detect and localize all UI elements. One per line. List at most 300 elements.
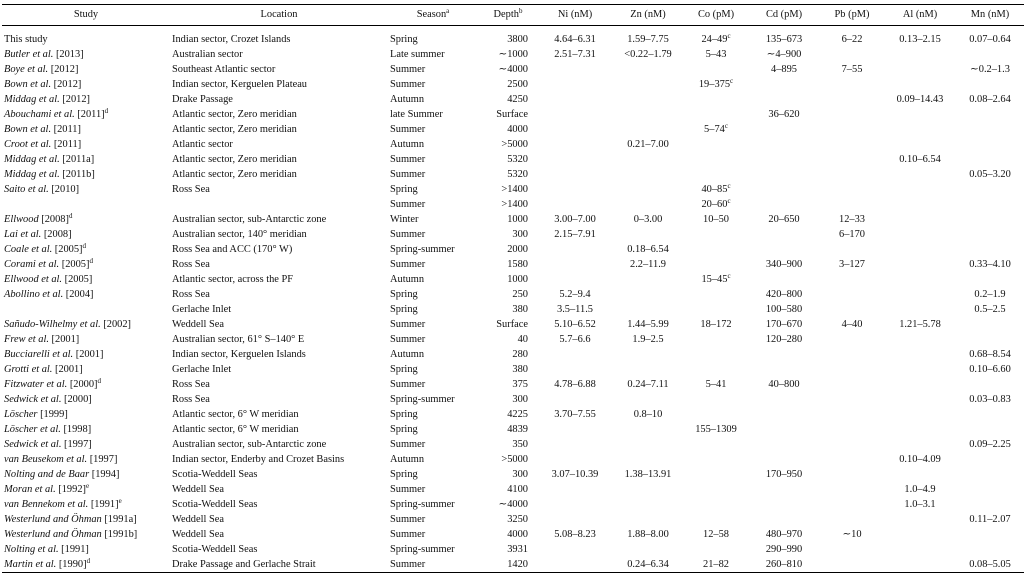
depth-cell: 300	[512, 394, 528, 405]
study-author: Grotti	[4, 364, 30, 375]
table-row	[2, 257, 1024, 272]
study-cell	[2, 467, 170, 482]
mn-cell	[956, 347, 1024, 362]
depth-cell: >5000	[501, 139, 528, 150]
mn-cell	[956, 317, 1024, 332]
location-cell: Atlantic sector, across the PF	[172, 274, 294, 285]
mn-cell	[956, 122, 1024, 137]
cd-value: 170–670	[765, 319, 803, 330]
study-year: [1991]	[88, 499, 119, 510]
zn-cell	[612, 92, 684, 107]
study-author: Abollino	[4, 289, 40, 300]
co-cell	[684, 527, 748, 542]
study-et-al: et al.	[35, 259, 60, 270]
cd-cell	[748, 257, 820, 272]
column-header-label: Location	[260, 9, 298, 20]
study-author: Bown	[4, 79, 28, 90]
depth-cell: ∼4000	[498, 64, 528, 75]
zn-cell	[612, 287, 684, 302]
mn-cell	[956, 482, 1024, 497]
depth-cell: 2000	[507, 244, 528, 255]
cd-cell	[748, 62, 820, 77]
ni-value: 4.64–6.31	[554, 34, 596, 45]
study-et-al: et al.	[29, 364, 53, 375]
season-cell: Summer	[390, 319, 426, 330]
study-et-al: et al.	[49, 349, 74, 360]
mn-cell	[956, 242, 1024, 257]
pb-cell	[820, 152, 884, 167]
location-cell: Scotia-Weddell Seas	[172, 499, 258, 510]
mn-cell	[956, 92, 1024, 107]
mn-value: 0.09–2.25	[969, 439, 1011, 450]
study-cell	[2, 152, 170, 167]
location-cell: Ross Sea	[172, 289, 210, 300]
ni-cell	[538, 557, 612, 573]
study-year: [2000]	[67, 379, 98, 390]
study-year: [2008]	[41, 229, 72, 240]
pb-cell	[820, 482, 884, 497]
mn-value: 0.05–3.20	[969, 169, 1011, 180]
depth-cell: 1000	[507, 274, 528, 285]
location-cell: Ross Sea	[172, 259, 210, 270]
al-cell	[884, 122, 956, 137]
ni-cell	[538, 107, 612, 122]
depth-cell: 250	[512, 289, 528, 300]
al-cell	[884, 62, 956, 77]
study-cell	[2, 362, 170, 377]
table-row	[2, 47, 1024, 62]
mn-value: 0.03–0.83	[969, 394, 1011, 405]
ni-cell	[538, 92, 612, 107]
ni-value: 3.07–10.39	[551, 469, 599, 480]
pb-cell	[820, 407, 884, 422]
table-row	[2, 512, 1024, 527]
zn-cell	[612, 47, 684, 62]
ni-cell	[538, 302, 612, 317]
al-cell	[884, 182, 956, 197]
table-row	[2, 182, 1024, 197]
ni-value: 5.7–6.6	[559, 334, 591, 345]
study-year: [2005]	[59, 259, 90, 270]
co-cell	[684, 452, 748, 467]
column-header	[820, 5, 884, 26]
al-value: 1.0–4.9	[904, 484, 936, 495]
pb-cell	[820, 167, 884, 182]
mn-cell	[956, 467, 1024, 482]
study-author: Croot	[4, 139, 28, 150]
season-cell: Spring	[390, 304, 418, 315]
study-cell	[2, 482, 170, 497]
study-et-al: et al.	[25, 184, 49, 195]
zn-value: <0.22–1.79	[624, 49, 672, 60]
co-cell	[684, 26, 748, 48]
al-value: 1.0–3.1	[904, 499, 936, 510]
depth-cell: 4000	[507, 529, 528, 540]
cd-cell	[748, 167, 820, 182]
zn-cell	[612, 347, 684, 362]
table-row	[2, 26, 1024, 48]
cd-cell	[748, 362, 820, 377]
study-cell	[2, 287, 170, 302]
study-et-al: et al.	[77, 319, 101, 330]
al-cell	[884, 272, 956, 287]
location-cell: Scotia-Weddell Seas	[172, 544, 258, 555]
table-row	[2, 92, 1024, 107]
zn-cell	[612, 332, 684, 347]
ni-value: 2.51–7.31	[554, 49, 596, 60]
table-row	[2, 407, 1024, 422]
co-value: 5–43	[705, 49, 727, 60]
study-year: [1991]	[58, 544, 89, 555]
location-cell: Drake Passage	[172, 94, 233, 105]
mn-cell	[956, 377, 1024, 392]
season-cell: Summer	[390, 124, 426, 135]
co-cell	[684, 152, 748, 167]
cd-cell	[748, 317, 820, 332]
study-cell	[2, 77, 170, 92]
cd-cell	[748, 392, 820, 407]
mn-cell	[956, 392, 1024, 407]
study-author: Sedwick	[4, 394, 39, 405]
depth-cell: Surface	[496, 319, 528, 330]
al-cell	[884, 242, 956, 257]
column-header	[956, 5, 1024, 26]
zn-value: 0.21–7.00	[627, 139, 669, 150]
al-cell	[884, 92, 956, 107]
ni-cell	[538, 47, 612, 62]
column-header	[684, 5, 748, 26]
cd-cell	[748, 557, 820, 573]
al-cell	[884, 512, 956, 527]
season-cell: Summer	[390, 169, 426, 180]
study-year: [1992]	[55, 484, 86, 495]
table-row	[2, 152, 1024, 167]
study-author: van Beusekom	[4, 454, 64, 465]
depth-cell: 1580	[507, 259, 528, 270]
pb-cell	[820, 197, 884, 212]
location-cell: Drake Passage and Gerlache Strait	[172, 559, 316, 570]
table-row	[2, 452, 1024, 467]
pb-cell	[820, 47, 884, 62]
al-cell	[884, 26, 956, 48]
study-et-al: et al.	[38, 439, 62, 450]
study-cell	[2, 227, 170, 242]
study-year: [2005]	[52, 244, 83, 255]
al-value: 0.09–14.43	[896, 94, 944, 105]
study-et-al: et al.	[36, 94, 60, 105]
study-cell	[2, 182, 170, 197]
zn-cell	[612, 257, 684, 272]
ni-cell	[538, 272, 612, 287]
pb-cell	[820, 557, 884, 573]
location-cell: Weddell Sea	[172, 319, 224, 330]
cd-value: 36–620	[768, 109, 800, 120]
co-cell	[684, 182, 748, 197]
study-author: Ellwood	[4, 214, 39, 225]
mn-value: 0.07–0.64	[969, 34, 1011, 45]
pb-value: ∼10	[842, 529, 862, 540]
co-cell	[684, 257, 748, 272]
study-cell	[2, 47, 170, 62]
zn-cell	[612, 407, 684, 422]
depth-cell: ∼1000	[498, 49, 528, 60]
co-footnote-mark: c	[724, 122, 728, 130]
ni-value: 3.00–7.00	[554, 214, 596, 225]
study-cell	[2, 542, 170, 557]
depth-cell: 380	[512, 364, 528, 375]
pb-cell	[820, 542, 884, 557]
depth-cell: 5320	[507, 154, 528, 165]
zn-cell	[612, 197, 684, 212]
location-cell: Ross Sea	[172, 394, 210, 405]
co-cell	[684, 467, 748, 482]
location-cell: Atlantic sector	[172, 139, 233, 150]
zn-cell	[612, 152, 684, 167]
al-cell	[884, 497, 956, 512]
column-header-label: Depth	[493, 9, 519, 20]
table-row	[2, 212, 1024, 227]
pb-cell	[820, 62, 884, 77]
study-author: Westerlund and Öhman	[4, 514, 102, 525]
depth-cell: 1420	[507, 559, 528, 570]
cd-value: 480–970	[765, 529, 803, 540]
study-cell	[2, 92, 170, 107]
column-header-label: Co (pM)	[697, 9, 735, 20]
ni-value: 5.08–8.23	[554, 529, 596, 540]
table-row	[2, 137, 1024, 152]
ni-cell	[538, 242, 612, 257]
pb-cell	[820, 467, 884, 482]
al-cell	[884, 107, 956, 122]
study-cell	[2, 197, 170, 212]
study-author: Corami	[4, 259, 36, 270]
zn-cell	[612, 467, 684, 482]
ni-value: 5.10–6.52	[554, 319, 596, 330]
study-year: [1991b]	[101, 529, 138, 540]
season-cell: Spring	[390, 364, 418, 375]
season-cell: Spring-summer	[390, 394, 455, 405]
cd-cell	[748, 242, 820, 257]
study-footnote-mark: d	[86, 557, 91, 565]
mn-cell	[956, 167, 1024, 182]
zn-cell	[612, 497, 684, 512]
co-value: 19–375	[698, 79, 731, 90]
table-row	[2, 107, 1024, 122]
study-author: Middag	[4, 169, 37, 180]
column-header-label: Pb (pM)	[834, 9, 870, 20]
table-body	[2, 26, 1024, 573]
co-cell	[684, 317, 748, 332]
column-header	[538, 5, 612, 26]
co-value: 155–1309	[695, 424, 737, 435]
study-et-al: et al.	[27, 124, 52, 135]
study-et-al: et al.	[35, 544, 59, 555]
study-year: [2000]	[61, 394, 92, 405]
mn-value: 0.2–1.9	[974, 289, 1006, 300]
season-cell: Summer	[390, 64, 426, 75]
study-author: Butler	[4, 49, 30, 60]
study-year: [1997]	[87, 454, 118, 465]
ni-cell	[538, 317, 612, 332]
co-cell	[684, 302, 748, 317]
depth-cell: 300	[512, 469, 528, 480]
cd-cell	[748, 77, 820, 92]
study-cell	[2, 437, 170, 452]
depth-cell: 4100	[507, 484, 528, 495]
season-cell: Spring	[390, 184, 418, 195]
al-cell	[884, 542, 956, 557]
pb-cell	[820, 122, 884, 137]
study-et-al: et al.	[63, 454, 88, 465]
table-row	[2, 497, 1024, 512]
study-footnote-mark: d	[68, 212, 73, 220]
depth-cell: 5320	[507, 169, 528, 180]
study-year: [2002]	[100, 319, 131, 330]
zn-cell	[612, 77, 684, 92]
depth-cell: 3931	[507, 544, 528, 555]
zn-cell	[612, 362, 684, 377]
zn-value: 0.24–6.34	[627, 559, 669, 570]
ni-value: 3.70–7.55	[554, 409, 596, 420]
column-header-label: Al (nM)	[902, 9, 938, 20]
ni-cell	[538, 62, 612, 77]
study-cell	[2, 167, 170, 182]
mn-cell	[956, 107, 1024, 122]
cd-cell	[748, 197, 820, 212]
location-cell: Australian sector, 61° S–140° E	[172, 334, 305, 345]
location-cell: Atlantic sector, 6° W meridian	[172, 424, 299, 435]
location-cell: Weddell Sea	[172, 529, 224, 540]
co-cell	[684, 332, 748, 347]
co-cell	[684, 407, 748, 422]
season-cell: Summer	[390, 559, 426, 570]
location-cell	[170, 197, 388, 212]
location-cell: Atlantic sector, Zero meridian	[172, 169, 297, 180]
study-cell	[2, 347, 170, 362]
cd-cell	[748, 422, 820, 437]
season-cell: Summer	[390, 154, 426, 165]
co-cell	[684, 227, 748, 242]
pb-cell	[820, 137, 884, 152]
table-row	[2, 542, 1024, 557]
ni-cell	[538, 77, 612, 92]
study-year: [2004]	[63, 289, 94, 300]
ni-cell	[538, 122, 612, 137]
season-cell: Spring	[390, 469, 418, 480]
study-et-al: et al.	[17, 229, 42, 240]
season-cell: Summer	[390, 529, 426, 540]
ni-value: 2.15–7.91	[554, 229, 596, 240]
cd-cell	[748, 467, 820, 482]
al-value: 1.21–5.78	[899, 319, 941, 330]
zn-cell	[612, 137, 684, 152]
study-year: [2010]	[48, 184, 80, 195]
study-et-al: et al.	[27, 139, 52, 150]
mn-value: 0.68–8.54	[969, 349, 1011, 360]
location-cell: Scotia-Weddell Seas	[172, 469, 258, 480]
study-author: Coale	[4, 244, 29, 255]
co-footnote-mark: c	[730, 77, 734, 85]
location-cell: Atlantic sector, Zero meridian	[172, 109, 297, 120]
mn-cell	[956, 557, 1024, 573]
table-row	[2, 227, 1024, 242]
location-cell: Ross Sea	[172, 184, 210, 195]
study-cell	[2, 557, 170, 573]
season-cell: Autumn	[390, 349, 425, 360]
pb-cell	[820, 527, 884, 542]
mn-cell	[956, 452, 1024, 467]
location-cell: Ross Sea and ACC (170° W)	[172, 244, 293, 255]
study-author: Saito	[4, 184, 26, 195]
study-et-al: et al.	[25, 334, 49, 345]
ni-cell	[538, 227, 612, 242]
co-cell	[684, 437, 748, 452]
study-cell	[2, 332, 170, 347]
season-cell: Summer	[390, 484, 426, 495]
zn-cell	[612, 377, 684, 392]
cd-cell	[748, 92, 820, 107]
study-cell	[2, 377, 170, 392]
co-cell	[684, 482, 748, 497]
co-value: 10–50	[703, 214, 729, 225]
column-header-label: Mn (nM)	[970, 9, 1010, 20]
study-cell	[2, 137, 170, 152]
study-author: Sañudo-Wilhelmy	[4, 319, 78, 330]
location-cell: Atlantic sector, 6° W meridian	[172, 409, 299, 420]
header-row	[2, 5, 1024, 26]
depth-cell: 280	[512, 349, 528, 360]
table-row	[2, 347, 1024, 362]
location-cell: Gerlache Inlet	[172, 304, 232, 315]
co-footnote-mark: c	[727, 272, 731, 280]
season-cell: Autumn	[390, 139, 425, 150]
study-cell	[2, 452, 170, 467]
cd-value: 170–950	[765, 469, 803, 480]
season-cell: Spring-summer	[390, 499, 455, 510]
ni-cell	[538, 482, 612, 497]
zn-cell	[612, 122, 684, 137]
co-cell	[684, 242, 748, 257]
cd-cell	[748, 152, 820, 167]
zn-cell	[612, 302, 684, 317]
table-row	[2, 242, 1024, 257]
pb-value: 12–33	[839, 214, 865, 225]
pb-cell	[820, 302, 884, 317]
pb-cell	[820, 272, 884, 287]
co-value: 24–49	[701, 34, 728, 45]
pb-value: 6–170	[839, 229, 865, 240]
pb-cell	[820, 362, 884, 377]
study-year: [2011a]	[59, 154, 95, 165]
mn-cell	[956, 257, 1024, 272]
location-cell: Indian sector, Enderby and Crozet Basins	[172, 454, 345, 465]
co-cell	[684, 272, 748, 287]
cd-cell	[748, 182, 820, 197]
mn-cell	[956, 302, 1024, 317]
mn-cell	[956, 527, 1024, 542]
study-et-al: et al.	[38, 274, 63, 285]
zn-value: 0.18–6.54	[627, 244, 669, 255]
column-header	[612, 5, 684, 26]
ni-cell	[538, 452, 612, 467]
table-row	[2, 122, 1024, 137]
zn-cell	[612, 242, 684, 257]
table-row	[2, 437, 1024, 452]
study-et-al: et al.	[38, 394, 62, 405]
ni-value: 4.78–6.88	[554, 379, 596, 390]
mn-value: 0.33–4.10	[969, 259, 1011, 270]
al-cell	[884, 422, 956, 437]
